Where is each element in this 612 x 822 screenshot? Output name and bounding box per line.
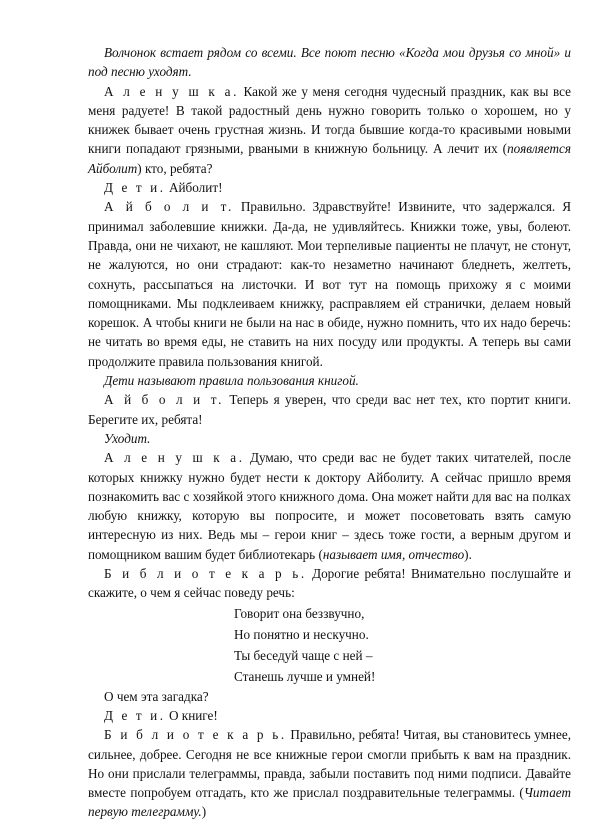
alenushka-speech-2: А л е н у ш к а. Думаю, что среди вас не будет таких читателей, после которых книжку нужно будет нести к доктору Айболиту. А сейчас пришло время познакомить вас с хозяйкой этого книжного дома. Она может найти для вас на полках любую книжку, которую вы попросите, и может посоветовать взять самую интересную из них. Ведь мы – герои книг – здесь тоже гости, а верным другом и помощником вашим будет библиотекарь (называет имя, отчество).	[88, 450, 572, 562]
verse-line: Ты беседуй чаще с ней –	[234, 647, 373, 663]
speaker-name: А л е н у ш к а.	[104, 450, 245, 466]
riddle-question: О чем эта загадка?	[104, 688, 209, 704]
aibolit-speech-2: А й б о л и т. Теперь я уверен, что среди вас нет тех, кто портит книги. Берегите их, ребята!	[88, 392, 571, 427]
stage-direction-rules: Дети называют правила пользования книгой.	[104, 373, 359, 389]
speaker-name: А л е н у ш к а.	[104, 83, 239, 99]
librarian-speech-1: Б и б л и о т е к а р ь. Дорогие ребята! Внимательно послушайте и скажите, о чем я сейчас поведу речь:	[88, 566, 571, 601]
verse-line: Станешь лучше и умней!	[234, 668, 376, 684]
children-reply-2: Д е т и. О книге!	[104, 707, 218, 723]
librarian-speech-2: Б и б л и о т е к а р ь. Правильно, ребята! Читая, вы становитесь умнее, сильнее, добрее. Сегодня не все книжные герои смогли прибыть к вам на праздник. Но они прислали телеграммы, правда, забыли поставить под ними подписи. Давайте вместе попробуем отгадать, кто же прислал поздравительные телеграммы. (Читает первую телеграмму.)	[88, 727, 571, 820]
stage-direction-exit: Волчонок встает рядом со всеми. Все поют песню «Когда мои друзья со мной» и под песню уходят.	[88, 45, 571, 80]
verse-line: Говорит она беззвучно,	[234, 605, 365, 621]
riddle-verse	[234, 603, 571, 687]
children-reply-1: Д е т и. Айболит!	[104, 180, 223, 196]
verse-line: Но понятно и нескучно.	[234, 626, 369, 642]
speaker-name: Б и б л и о т е к а р ь.	[104, 566, 307, 582]
alenushka-speech-1: А л е н у ш к а. Какой же у меня сегодня чудесный праздник, как вы все меня радуете! В такой радостный день нужно говорить только о хорошем, но у книжек бывает очень грустная жизнь. И тогда бывшие когда-то красивыми новыми книги попадают грязными, рваными в книжную больницу. А лечит их (появляется Айболит) кто, ребята?	[88, 83, 571, 176]
speaker-name: Д е т и.	[104, 707, 166, 723]
speaker-name: А й б о л и т.	[104, 199, 234, 215]
aibolit-speech-1: А й б о л и т. Правильно. Здравствуйте! Извините, что задержался. Я принимал заболевшие книжки. Да-да, не удивляйтесь. Книжки тоже, увы, болеют. Правда, они не чихают, не кашляют. Мои терпеливые пациенты не плачут, не стонут, не жалуются, но они страдают: как-то незаметно начинают бледнеть, желтеть, сохнуть, рассыпаться на листочки. И вот тут на помощь прихожу я с моими помощниками. Мы подклеиваем книжку, расправляем ей странички, делаем новый корешок. А чтобы книги не были на нас в обиде, нужно помнить, что их надо беречь: не читать во время еды, не ставить на них посуду или продукты. А теперь вы сами продолжите правила пользования книгой.	[88, 199, 571, 369]
speaker-name: А й б о л и т.	[104, 392, 225, 408]
speaker-name: Б и б л и о т е к а р ь.	[104, 727, 287, 743]
stage-direction-leaves: Уходит.	[104, 430, 151, 446]
speaker-name: Д е т и.	[104, 180, 166, 196]
